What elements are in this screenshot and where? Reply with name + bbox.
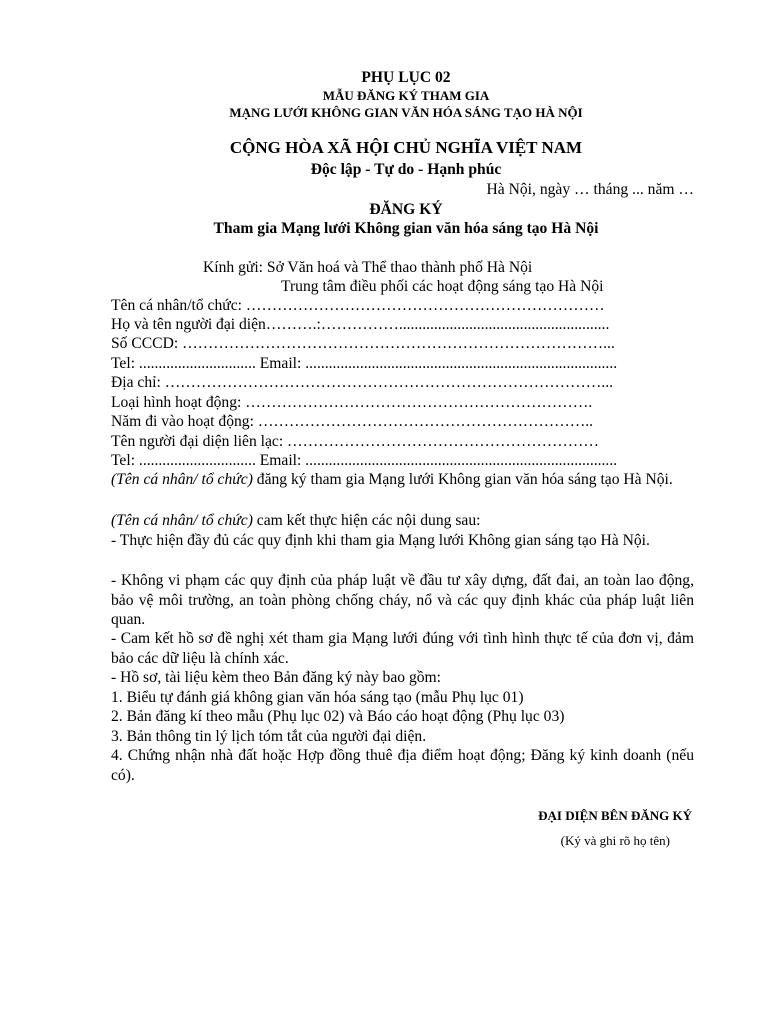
- field-start-year: Năm đi vào hoạt động: ………………………………………………………..: [111, 413, 594, 430]
- form-title: MẪU ĐĂNG KÝ THAM GIA: [322, 88, 490, 103]
- commitment-item: - Thực hiện đầy đủ các quy định khi tham gia Mạng lưới Không gian sáng tạo Hà Nội.: [111, 532, 650, 549]
- registration-text: đăng ký tham gia Mạng lưới Không gian văn hóa sáng tạo Hà Nội.: [252, 471, 673, 488]
- field-contact-person: Tên người đại diện liên lạc: ……………………………………………………: [111, 433, 599, 450]
- recipient-line-1: Kính gửi: Sở Văn hoá và Thể thao thành phố Hà Nội: [203, 259, 533, 276]
- signature-title: ĐẠI DIỆN BÊN ĐĂNG KÝ: [538, 808, 692, 823]
- recipient-line-2: Trung tâm điều phối các hoạt động sáng tạo Hà Nội: [281, 278, 604, 295]
- commitment-item: - Cam kết hồ sơ đề nghị xét tham gia Mạng lưới đúng với tình hình thực tế của đơn vị, đảm bảo các dữ liệu là chính xác.: [111, 630, 694, 667]
- commitment-text: cam kết thực hiện các nội dung sau:: [252, 512, 481, 529]
- registration-paragraph: [111, 470, 694, 490]
- appendix-label: PHỤ LỤC 02: [361, 69, 451, 86]
- commitment-item: - Không vi phạm các quy định của pháp luật về đầu tư xây dựng, đất đai, an toàn lao động, bảo vệ môi trường, an toàn phòng chống cháy, nổ và các quy định khác của pháp luật liên quan.: [111, 572, 694, 628]
- field-tel-email: Tel: .............................. Email: ................................................................................: [111, 355, 618, 372]
- commitment-paragraph: [111, 511, 694, 531]
- field-address: Địa chỉ: …………………………………………………………………………...: [111, 374, 614, 391]
- country-name: CỘNG HÒA XÃ HỘI CHỦ NGHĨA VIỆT NAM: [229, 138, 583, 157]
- field-name: Tên cá nhân/tổ chức: ……………………………………………………………: [111, 297, 605, 314]
- national-motto: Độc lập - Tự do - Hạnh phúc: [310, 161, 502, 178]
- date-line: Hà Nội, ngày … tháng ... năm …: [486, 181, 694, 198]
- field-representative: Họ và tên người đại diện……….:……………......................................................: [111, 316, 610, 333]
- document-subtitle: Tham gia Mạng lưới Không gian văn hóa sáng tạo Hà Nội: [213, 220, 599, 237]
- attachment-item: 2. Bản đăng kí theo mẫu (Phụ lục 02) và Báo cáo hoạt động (Phụ lục 03): [111, 708, 565, 725]
- entity-placeholder: (Tên cá nhân/ tổ chức): [111, 471, 253, 488]
- document-title: ĐĂNG KÝ: [369, 201, 443, 218]
- entity-placeholder: (Tên cá nhân/ tổ chức): [111, 512, 253, 529]
- field-contact-tel-email: Tel: .............................. Email: ................................................................................: [111, 452, 618, 469]
- field-activity-type: Loại hình hoạt động: ………………………………………………………….: [111, 394, 593, 411]
- attachments-heading: - Hồ sơ, tài liệu kèm theo Bản đăng ký này bao gồm:: [111, 669, 442, 686]
- attachment-item: 4. Chứng nhận nhà đất hoặc Hợp đồng thuê địa điểm hoạt động; Đăng ký kinh doanh (nếu có).: [111, 747, 694, 784]
- attachment-item: 3. Bản thông tin lý lịch tóm tắt của người đại diện.: [111, 728, 427, 745]
- attachment-item: 1. Biểu tự đánh giá không gian văn hóa sáng tạo (mẫu Phụ lục 01): [111, 689, 524, 706]
- network-title: MẠNG LƯỚI KHÔNG GIAN VĂN HÓA SÁNG TẠO HÀ NỘI: [229, 105, 583, 120]
- signature-note: (Ký và ghi rõ họ tên): [560, 833, 670, 848]
- field-id-number: Số CCCD: ………………………………………………………………………...: [111, 335, 615, 352]
